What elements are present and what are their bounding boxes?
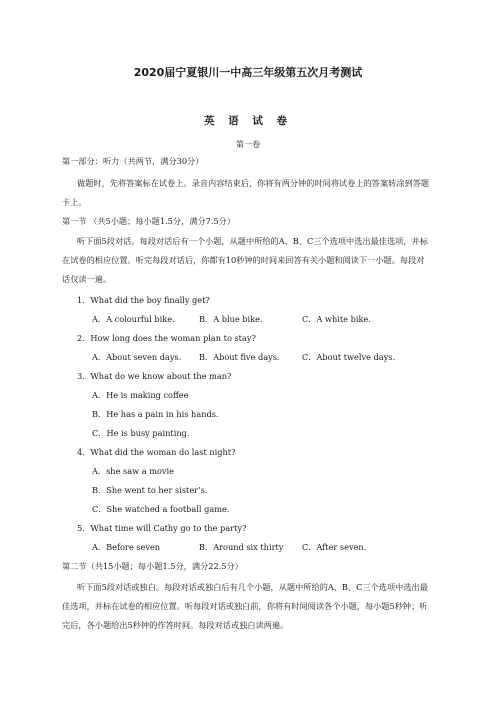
- option-a: A．About seven days.: [92, 352, 182, 362]
- section2-instructions: 听下面5段对话或独白。每段对话或独白后有几个小题，从题中所给的A、B、C三个选项中选出最佳选项，并标在试卷的相应位置。听每段对话或独白前，你将有时间阅读各个小题，每小题5秒钟；听完后，各小题给出5秒钟的作答时间。每段对话或独白读两遍。: [62, 582, 428, 630]
- option-c: C．He is busy painting.: [92, 428, 190, 438]
- option-c: C．She watched a football game.: [92, 504, 230, 514]
- option-a: A．she saw a movie: [92, 466, 174, 476]
- exam-subtitle: 英 语 试 卷: [204, 115, 292, 127]
- section1-heading: 第一节 （共5小题；每小题1.5分，满分7.5分）: [62, 216, 236, 226]
- option-c: C．About twelve days.: [302, 352, 396, 362]
- option-a: A．Before seven: [92, 542, 161, 552]
- question-2-options: [92, 352, 412, 363]
- question-3: 3．What do we know about the man?: [77, 371, 232, 381]
- volume-label: 第一卷: [235, 139, 261, 149]
- section1-instructions: 听下面5段对话。每段对话后有一个小题，从题中所给的A、B、C三个选项中选出最佳选项，并标在试卷的相应位置。听完每段对话后，你都有10秒钟的时间来回答有关小题和阅读下一小题。每段对话仅读一遍。: [62, 236, 428, 284]
- option-b: B．He has a pain in his hands.: [92, 409, 219, 419]
- section2-heading: 第二节（共15小题；每小题1.5分，满分22.5分）: [62, 561, 243, 571]
- option-c: C．A white bike.: [302, 314, 371, 324]
- part1-heading: 第一部分：听力（共两节，满分30分）: [62, 156, 204, 166]
- question-1-options: [92, 314, 412, 325]
- option-b: B．About five days.: [199, 352, 280, 362]
- option-b: B．She went to her sister’s.: [92, 485, 208, 495]
- part1-instructions: 做题时，先将答案标在试卷上。录音内容结束后，你将有两分钟的时间将试卷上的答案转涂到答题卡上。: [62, 178, 430, 207]
- option-c: C．After seven.: [302, 542, 367, 552]
- question-2: 2．How long does the woman plan to stay?: [77, 333, 256, 343]
- question-1: 1．What did the boy finally get?: [77, 295, 210, 305]
- question-5: 5．What time will Cathy go to the party?: [77, 523, 247, 533]
- exam-title: 2020届宁夏银川一中高三年级第五次月考测试: [133, 66, 363, 79]
- option-b: B．Around six thirty: [199, 542, 284, 552]
- option-b: B．A blue bike.: [199, 314, 263, 324]
- option-a: A．A colourful bike.: [92, 314, 175, 324]
- question-5-options: [92, 542, 412, 553]
- question-4: 4．What did the woman do last night?: [77, 447, 236, 457]
- option-a: A．He is making coffee: [92, 390, 189, 400]
